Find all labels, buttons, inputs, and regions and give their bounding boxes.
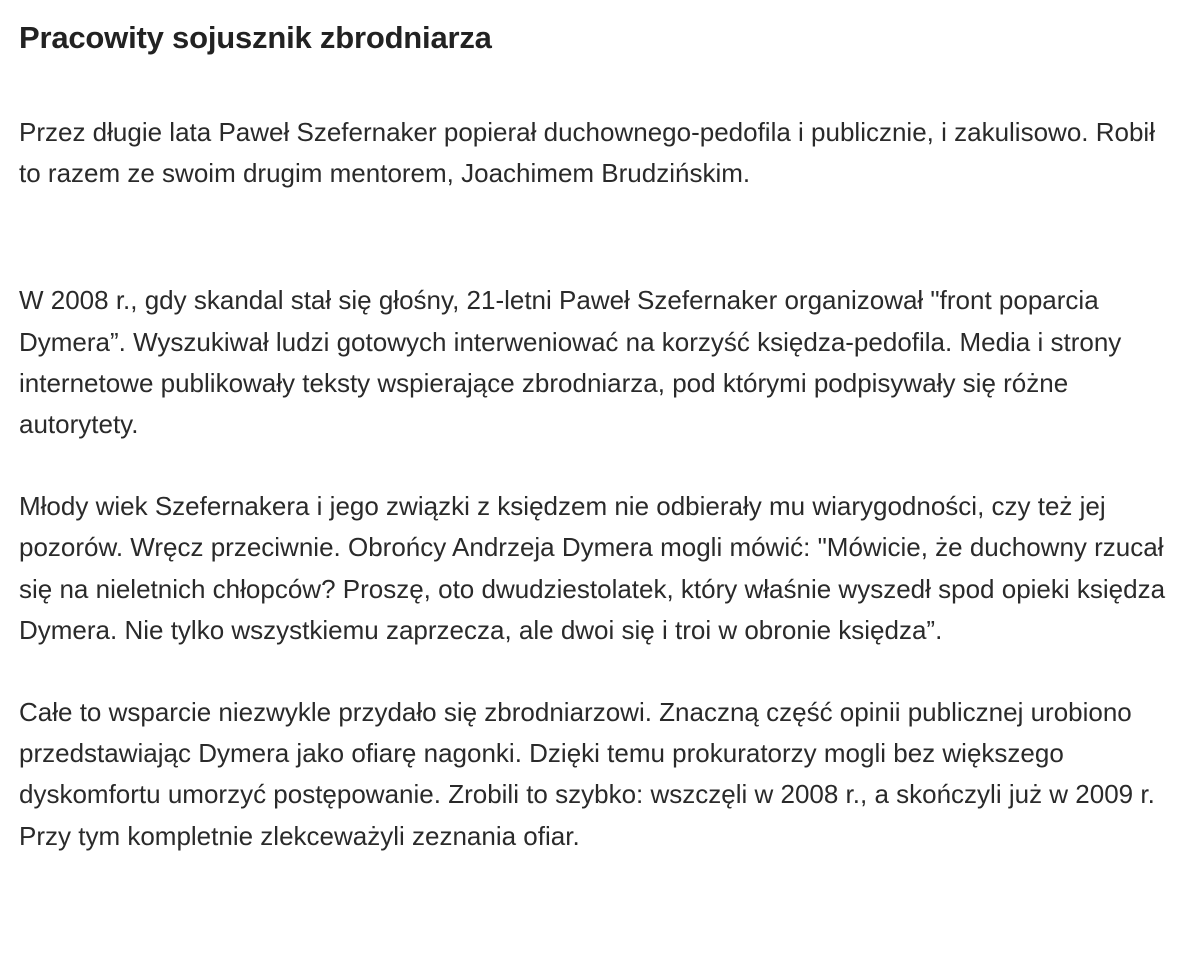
article bbox=[19, 0, 1179, 857]
article-heading: Pracowity sojusznik zbrodniarza bbox=[19, 20, 492, 55]
article-paragraph-4: Całe to wsparcie niezwykle przydało się zbrodniarzowi. Znaczną część opinii publicznej urobiono przedstawiając Dymera jako ofiarę nagonki. Dzięki temu prokuratorzy mogli bez większego dyskomfortu umorzyć postępowanie. Zrobili to szybko: wszczęli w 2008 r., a skończyli już w 2009 r. Przy tym kompletnie zlekceważyli zeznania ofiar. bbox=[19, 697, 1155, 851]
article-paragraph-3: Młody wiek Szefernakera i jego związki z księdzem nie odbierały mu wiarygodności, czy też jej pozorów. Wręcz przeciwnie. Obrońcy Andrzeja Dymera mogli mówić: "Mówicie, że duchowny rzucał się na nieletnich chłopców? Proszę, oto dwudziestolatek, który właśnie wyszedł spod opieki księdza Dymera. Nie tylko wszystkiemu zaprzecza, ale dwoi się i troi w obronie księdza”. bbox=[19, 491, 1166, 645]
article-paragraph-2: W 2008 r., gdy skandal stał się głośny, 21-letni Paweł Szefernaker organizował "front poparcia Dymera”. Wyszukiwał ludzi gotowych interweniować na korzyść księdza-pedofila. Media i strony internetowe publikowały teksty wspierające zbrodniarza, pod którymi podpisywały się różne autorytety. bbox=[19, 285, 1122, 440]
article-paragraph-1: Przez długie lata Paweł Szefernaker popierał duchownego-pedofila i publicznie, i zakulisowo. Robił to razem ze swoim drugim mentorem, Joachimem Brudzińskim. bbox=[19, 117, 1155, 189]
